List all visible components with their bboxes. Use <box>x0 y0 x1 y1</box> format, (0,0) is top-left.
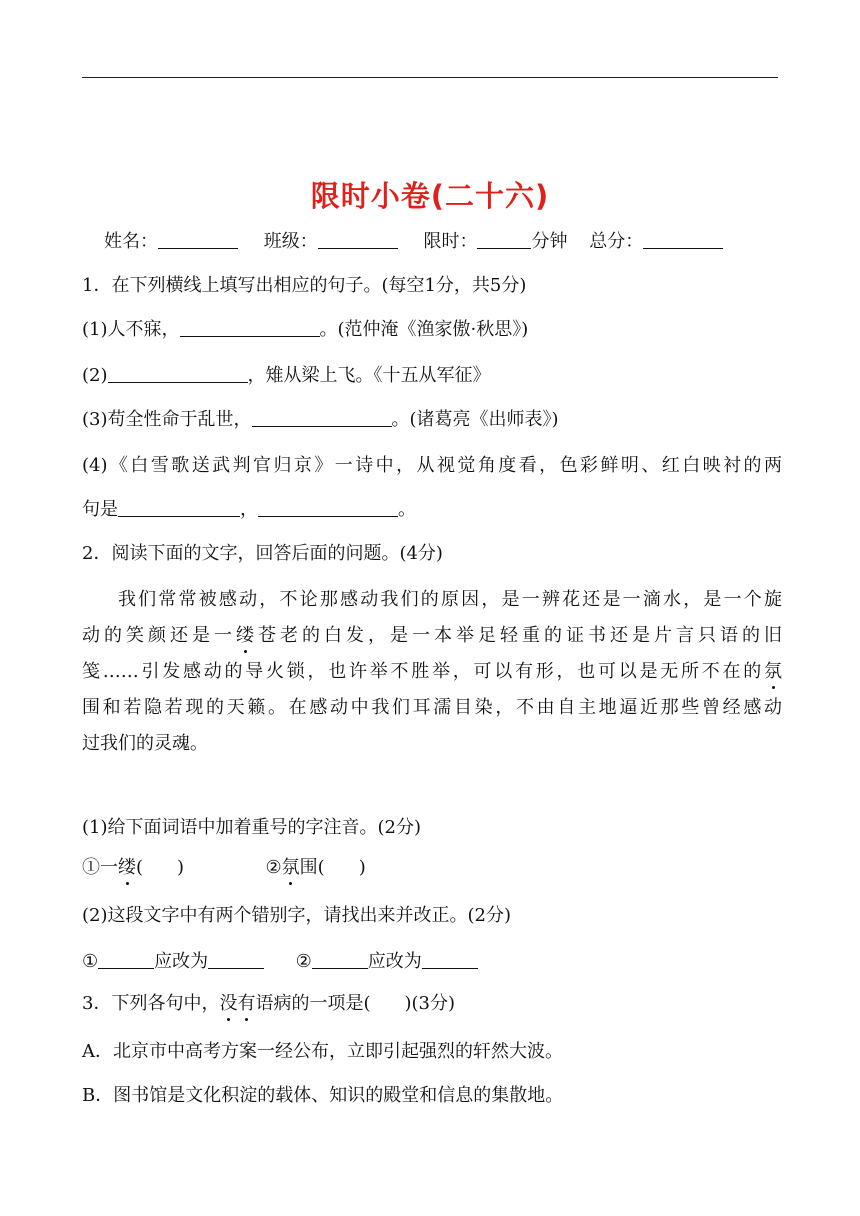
q1-item3-blank[interactable] <box>252 408 392 427</box>
sub2-opt2-correct-blank[interactable] <box>422 950 478 969</box>
q2-passage <box>82 588 782 768</box>
sub2-opt1-correct-blank[interactable] <box>208 950 264 969</box>
sub1-opt1-open: ( <box>136 857 144 878</box>
q1-item2-suffix: ，雉从梁上飞。《十五从军征》 <box>247 365 491 386</box>
sub1-opt1-close: ) <box>177 857 185 878</box>
passage-line-2 <box>82 624 782 648</box>
minutes-unit: 分钟 <box>531 231 568 252</box>
q1-item3 <box>82 408 782 432</box>
q1-item4-prefix: 句是 <box>82 499 118 520</box>
q1-item1-blank[interactable] <box>180 318 320 337</box>
passage-line-5: 过我们的灵魂。 <box>82 733 208 754</box>
q3-option-b: B．图书馆是文化积淀的载体、知识的殿堂和信息的集散地。 <box>82 1085 564 1106</box>
score-label: 总分： <box>589 231 644 252</box>
score-field[interactable] <box>643 230 723 249</box>
sub1-opt1-label: ①一 <box>82 857 118 878</box>
emphasis-char-lv: 缕 <box>236 625 254 646</box>
sub1-opt2-open: 围( <box>299 857 325 878</box>
sub2-opt1-label: ① <box>82 951 99 972</box>
q1-item3-suffix: 。(诸葛亮《出师表》) <box>391 409 559 430</box>
q2-sub2-options <box>82 950 782 974</box>
sub2-opt1-wrong-blank[interactable] <box>98 950 154 969</box>
page-title: 限时小卷(二十六) <box>310 179 550 213</box>
sub1-opt1-emphasis: 缕 <box>118 857 136 878</box>
name-field[interactable] <box>158 230 238 249</box>
q1-item4-answer <box>82 498 782 522</box>
q2-stem: 2．阅读下面的文字，回答后面的问题。(4分) <box>82 543 443 564</box>
q1-item4-blank1[interactable] <box>118 498 240 517</box>
sub1-opt2-emphasis: 氛 <box>281 857 300 878</box>
q1-stem: 1．在下列横线上填写出相应的句子。(每空1分，共5分) <box>82 275 527 296</box>
q2-sub1-options <box>82 856 782 880</box>
q3-emphasis-you: 有 <box>237 993 256 1014</box>
emphasis-char-fen: 氛 <box>764 661 782 682</box>
q1-item1-suffix: 。(范仲淹《渔家傲·秋思》) <box>319 319 529 340</box>
time-label: 限时： <box>423 231 478 252</box>
sub2-opt2-label: ② <box>295 951 312 972</box>
passage-line-2-end: 苍老的白发，是一本举足轻重的证书还是片言只语的旧 <box>254 625 782 646</box>
name-label: 姓名： <box>104 231 158 252</box>
passage-line-4: 围和若隐若现的天籁。在感动中我们耳濡目染，不由自主地逼近那些曾经感动 <box>82 697 782 718</box>
q1-item2 <box>82 364 782 388</box>
passage-line-1: 我们常常被感动，不论那感动我们的原因，是一辨花还是一滴水，是一个旋 <box>118 589 782 610</box>
q3-stem <box>82 992 782 1016</box>
q3-stem-start: 3．下列各句中， <box>82 993 220 1014</box>
passage-line-3-start: 笺……引发感动的导火锁，也许举不胜举，可以有形，也可以是无所不在的 <box>82 661 764 682</box>
class-label: 班级： <box>263 231 318 252</box>
header-rule <box>82 77 778 78</box>
q1-item4-line1: (4)《白雪歌送武判官归京》一诗中，从视觉角度看，色彩鲜明、红白映衬的两 <box>82 455 782 476</box>
q3-emphasis-mei: 没 <box>219 993 238 1014</box>
q1-item2-blank[interactable] <box>108 364 248 383</box>
q1-item4-end: 。 <box>398 499 416 520</box>
q1-item2-prefix: (2) <box>82 365 108 386</box>
sub1-opt2-close: ) <box>358 857 366 878</box>
sub2-opt1-mid: 应改为 <box>154 951 209 972</box>
q3-option-a: A．北京市中高考方案一经公布，立即引起强烈的轩然大波。 <box>82 1041 563 1062</box>
sub1-opt2-label: ② <box>265 857 282 878</box>
q1-item4-blank2[interactable] <box>258 498 398 517</box>
q2-sub2-stem: (2)这段文字中有两个错别字，请找出来并改正。(2分) <box>82 905 511 926</box>
q1-item1-prefix: (1)人不寐， <box>82 319 180 340</box>
q3-stem-end: )(3分) <box>404 993 456 1014</box>
student-info-row <box>104 230 804 254</box>
q1-item4 <box>82 454 782 490</box>
q1-item3-prefix: (3)苟全性命于乱世， <box>82 409 252 430</box>
time-field[interactable] <box>477 230 531 249</box>
sub2-opt2-wrong-blank[interactable] <box>312 950 368 969</box>
q3-stem-mid: 语病的一项是( <box>255 993 371 1014</box>
class-field[interactable] <box>318 230 398 249</box>
sub2-opt2-mid: 应改为 <box>367 951 422 972</box>
q1-item1 <box>82 318 782 342</box>
passage-line-2-start: 动的笑颜还是一 <box>82 625 236 646</box>
q1-item4-comma: ， <box>240 499 258 520</box>
passage-line-3 <box>82 660 782 684</box>
q2-sub1-stem: (1)给下面词语中加着重号的字注音。(2分) <box>82 817 421 838</box>
